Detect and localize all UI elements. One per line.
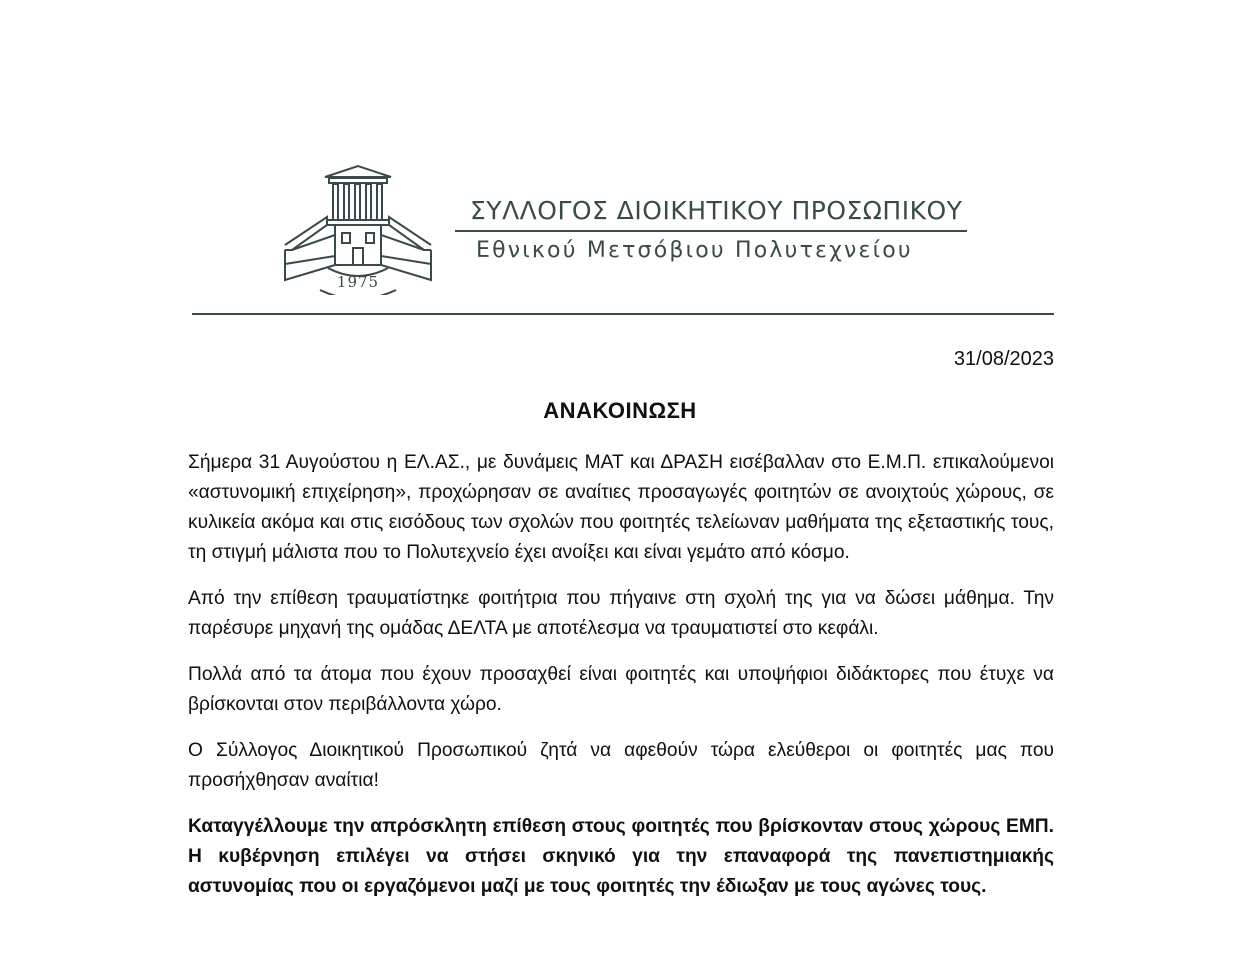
header-divider [192, 313, 1054, 315]
organization-divider [455, 230, 967, 232]
paragraph: Σήμερα 31 Αυγούστου η ΕΛ.ΑΣ., με δυνάμεις ΜΑΤ και ΔΡΑΣΗ εισέβαλλαν στο Ε.Μ.Π. επικαλούμενοι «αστυνομική επιχείρηση», προχώρησαν σε αναίτιες προσαγωγές φοιτητών σε ανοιχτούς χώρους, σε κυλικεία ακόμα και στις εισόδους των σχολών που φοιτητές τελείωναν μαθήματα της εξεταστικής τους, τη στιγμή μάλιστα που το Πολυτεχνείο έχει ανοίξει και είναι γεμάτο από κόσμο. [188, 452, 1054, 563]
university-building-icon [280, 160, 440, 295]
organization-name: ΣΥΛΛΟΓΟΣ ΔΙΟΙΚΗΤΙΚΟΥ ΠΡΟΣΩΠΙΚΟΥ [470, 196, 963, 225]
paragraph: Πολλά από τα άτομα που έχουν προσαχθεί είναι φοιτητές και υποψήφιοι διδάκτορες που έτυχε να βρίσκονται στον περιβάλλοντα χώρο. [188, 664, 1054, 715]
document-title: ΑΝΑΚΟΙΝΩΣΗ [543, 398, 697, 423]
letterhead [280, 160, 980, 300]
document-body [188, 448, 1054, 918]
paragraph: Από την επίθεση τραυματίστηκε φοιτήτρια που πήγαινε στη σχολή της για να δώσει μάθημα. Την παρέσυρε μηχανή της ομάδας ΔΕΛΤΑ με αποτέλεσμα να τραυματιστεί στο κεφάλι. [188, 588, 1054, 639]
paragraph: Ο Σύλλογος Διοικητικού Προσωπικού ζητά να αφεθούν τώρα ελεύθεροι οι φοιτητές μας που προσήχθησαν αναίτια! [188, 740, 1054, 791]
document-date: 31/08/2023 [953, 348, 1054, 370]
organization-subtitle: Εθνικού Μετσόβιου Πολυτεχνείου [476, 238, 913, 263]
paragraph-bold: Καταγγέλλουμε την απρόσκλητη επίθεση στους φοιτητές που βρίσκονταν στους χώρους ΕΜΠ. Η κυβέρνηση επιλέγει να στήσει σκηνικό για την επαναφορά της πανεπιστημιακής αστυνομίας που οι εργαζόμενοι μαζί με τους φοιτητές την έδιωξαν με τους αγώνες τους. [188, 816, 1054, 897]
logo-year: 1975 [336, 273, 380, 291]
